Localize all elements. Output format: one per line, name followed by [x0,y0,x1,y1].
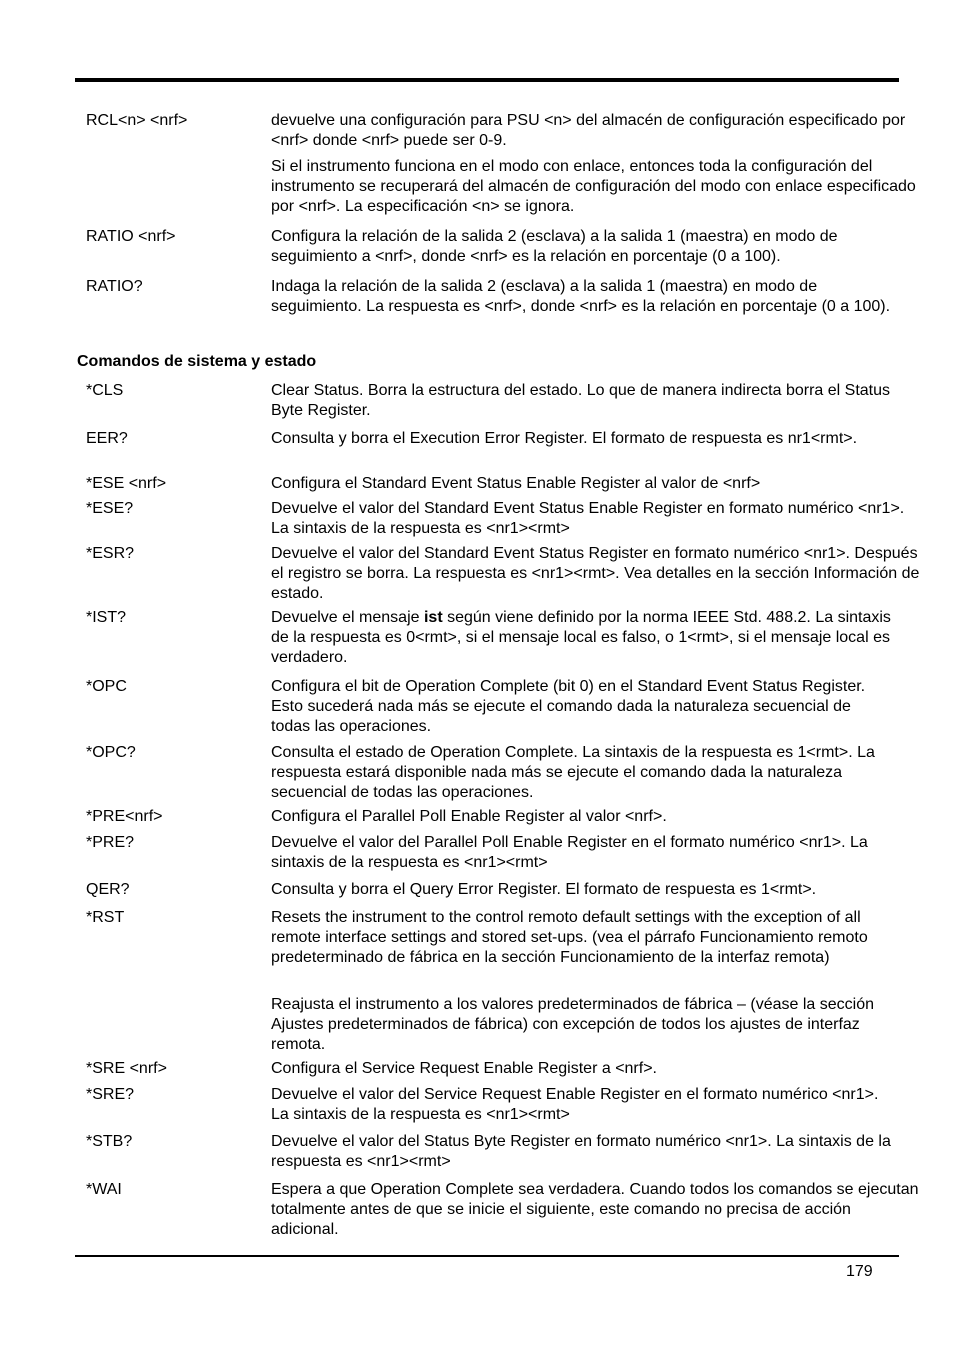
command-description: Configura el Parallel Poll Enable Register al valor <nrf>. [271,808,667,825]
command-description: Configura la relación de la salida 2 (esclava) a la salida 1 (maestra) en modo de seguimiento a <nrf>, donde <nrf> es la relación en porcentaje (0 a 100). [271,228,838,265]
description-bold-term: ist [423,609,443,626]
command-name: *PRE<nrf> [86,808,163,825]
command-description: devuelve una configuración para PSU <n> del almacén de configuración especificado por <nrf> donde <nrf> puede ser 0-9. [271,112,906,149]
command-name: *ESR? [86,545,135,562]
command-description: Devuelve el valor del Standard Event Status Enable Register en formato numérico <nr1>. La sintaxis de la respuesta es <nr1><rmt> [271,500,905,537]
command-name: *IST? [86,609,127,626]
command-name: *RST [86,909,125,926]
command-name: *ESE <nrf> [86,475,167,492]
command-description: Clear Status. Borra la estructura del estado. Lo que de manera indirecta borra el Status Byte Register. [271,382,891,419]
command-description: Devuelve el valor del Parallel Poll Enable Register en el formato numérico <nr1>. La sintaxis de la respuesta es <nr1><rmt> [271,834,868,871]
command-name: *OPC? [86,744,136,761]
command-description: Consulta el estado de Operation Complete. La sintaxis de la respuesta es 1<rmt>. La respuesta estará disponible nada más se ejecute el comando dada la naturaleza secuencial de todas las operaciones. [271,744,875,801]
command-name: *ESE? [86,500,134,517]
command-name: *OPC [86,678,127,695]
command-description-note: Reajusta el instrumento a los valores predeterminados de fábrica – (véase la sección Ajustes predeterminados de fábrica) con excepción de todos los ajustes de interfaz remota. [271,996,874,1053]
command-name: EER? [86,430,128,447]
top-rule [75,78,899,82]
description-text: Devuelve el mensaje [271,609,424,626]
description-text: según viene definido por la norma IEEE Std. 488.2. La sintaxis de la respuesta es 0<rmt>, si el mensaje local es falso, o 1<rmt>, si el mensaje local es verdadero. [271,609,891,666]
command-description: Configura el Standard Event Status Enable Register al valor de <nrf> [271,475,761,492]
command-description-note: Si el instrumento funciona en el modo con enlace, entonces toda la configuración del instrumento se recuperará del almacén de configuración del modo con enlace especificado por <nrf>. La especificación <n> se ignora. [271,158,916,215]
command-description: Devuelve el valor del Status Byte Register en formato numérico <nr1>. La sintaxis de la respuesta es <nr1><rmt> [271,1133,891,1170]
page-number: 179 [846,1263,873,1280]
command-description: Consulta y borra el Execution Error Register. El formato de respuesta es nr1<rmt>. [271,430,858,447]
command-description: Devuelve el valor del Service Request Enable Register en el formato numérico <nr1>. La sintaxis de la respuesta es <nr1><rmt> [271,1086,879,1123]
command-description: Configura el Service Request Enable Register a <nrf>. [271,1060,657,1077]
command-description: Resets the instrument to the control remoto default settings with the exception of all remote interface settings and stored set-ups. (vea el párrafo Funcionamiento remoto predeterminado de fábrica en la sección Funcionamiento de la interfaz remota) [271,909,868,966]
command-name: *PRE? [86,834,135,851]
command-description: Configura el bit de Operation Complete (bit 0) en el Standard Event Status Register. Esto sucederá nada más se ejecute el comando dada la naturaleza secuencial de todas las operaciones. [271,678,866,735]
command-name: RATIO? [86,278,143,295]
command-name: *WAI [86,1181,122,1198]
command-name: RCL<n> <nrf> [86,112,188,129]
command-name: RATIO <nrf> [86,228,176,245]
command-description [271,608,911,668]
command-name: *CLS [86,382,124,399]
command-name: QER? [86,881,130,898]
command-description: Indaga la relación de la salida 2 (esclava) a la salida 1 (maestra) en modo de seguimiento. La respuesta es <nrf>, donde <nrf> es la relación en porcentaje (0 a 100). [271,278,891,315]
command-description: Devuelve el valor del Standard Event Status Register en formato numérico <nr1>. Después el registro se borra. La respuesta es <nr1><rmt>. Vea detalles en la sección Información de estado. [271,545,920,602]
command-description: Espera a que Operation Complete sea verdadera. Cuando todos los comandos se ejecutan totalmente antes de que se inicie el siguiente, este comando no precisa de acción adicional. [271,1181,919,1238]
section-heading: Comandos de sistema y estado [77,353,317,370]
command-name: *SRE? [86,1086,135,1103]
command-name: *SRE <nrf> [86,1060,167,1077]
bottom-rule [75,1255,899,1257]
command-description: Consulta y borra el Query Error Register. El formato de respuesta es 1<rmt>. [271,881,817,898]
command-name: *STB? [86,1133,133,1150]
